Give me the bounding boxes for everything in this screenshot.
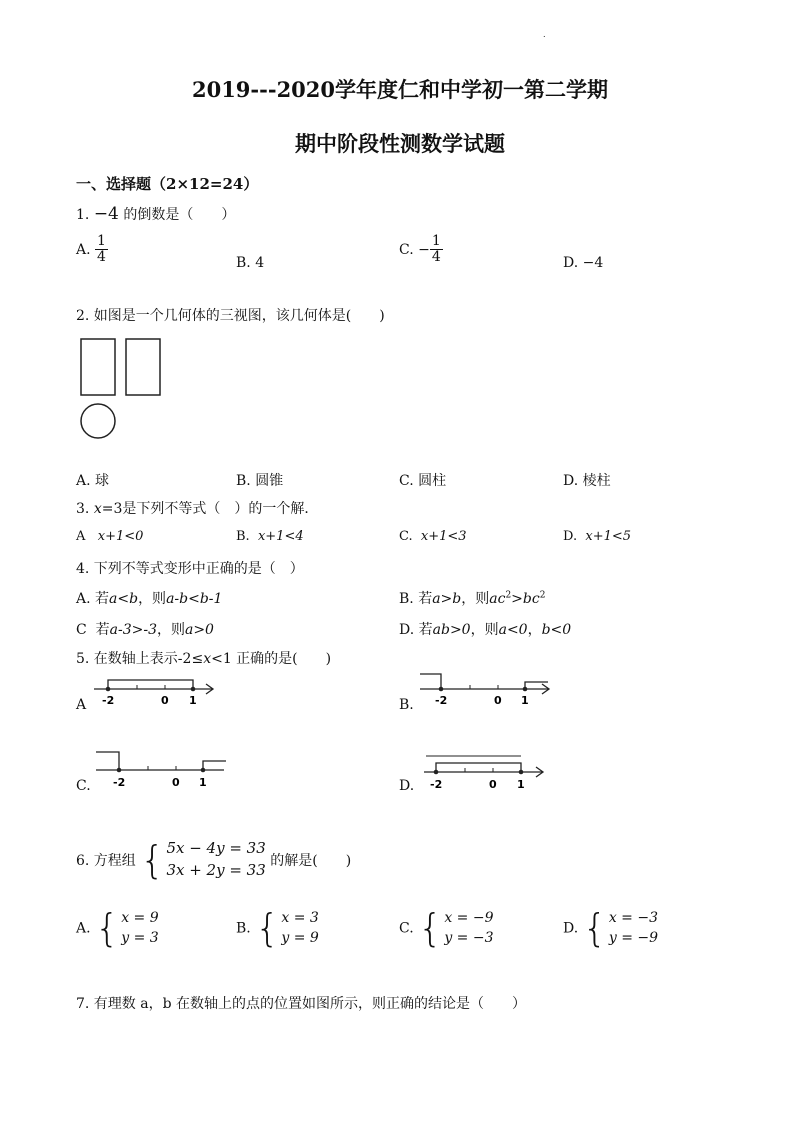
option-label: B. [236,529,250,544]
solution-x: x = −3 [608,910,658,926]
closed-point [106,687,111,692]
number-line-d[interactable] [418,750,548,792]
option-label: B. [236,920,251,937]
left-ray [96,752,119,770]
q3-option-b[interactable] [236,529,304,544]
question-3 [76,498,318,518]
option-label: B. [236,473,251,489]
option-label: B. [399,591,414,607]
front-view-rect [81,339,115,395]
q2-option-a[interactable] [76,470,109,490]
option-label: D. [563,920,579,937]
option-label: C. [399,920,414,937]
q6-option-b[interactable] [236,908,319,949]
question-6 [76,838,351,882]
closed-point [191,687,196,692]
q5-option-b-label[interactable]: B. [399,697,414,713]
question-number: 1. [76,207,90,223]
top-view-circle [81,404,115,438]
closed-point [439,687,444,692]
variable: x [93,501,102,517]
q1-option-d[interactable] [563,255,603,271]
option-value: x+1<3 [420,529,467,544]
math-expression: −4 [93,204,119,224]
number-line-b[interactable] [414,668,554,708]
option-label: C [76,622,87,638]
right-ray [203,761,226,770]
tick-label: 1 [521,694,529,707]
option-label: C. [399,473,414,489]
separator: ， [527,622,542,638]
tick-label: 1 [199,776,207,789]
result: ac [489,591,506,607]
solution-x: x = −9 [444,910,494,926]
closed-point [523,687,528,692]
numerator: 1 [431,233,441,249]
equation-2: 3x + 2y = 33 [166,860,266,879]
q4-option-b[interactable] [399,588,545,608]
solution-y: y = −3 [444,930,494,947]
left-brace: { [95,906,120,951]
variable: x [203,651,212,667]
equation-system [140,838,266,882]
option-label: A. [76,920,91,937]
condition: ab>0 [432,622,471,638]
option-label: D. [563,473,579,489]
q3-option-c[interactable] [399,529,467,544]
solution-system [418,908,493,949]
option-label: D. [563,255,579,271]
question-text: =3是下列不等式（ ）的一个解． [101,501,319,517]
left-brace: { [582,906,607,951]
option-value: 圆柱 [418,473,447,489]
tick-label: 0 [494,694,502,707]
closed-point [117,768,122,773]
closed-point [201,768,206,773]
question-text: <1 正确的是( ) [211,651,332,667]
q2-option-d[interactable] [563,470,611,490]
question-4: 4. 下列不等式变形中正确的是（ ） [76,561,304,577]
exponent: 2 [539,590,546,601]
tick-label: -2 [435,694,448,707]
q1-option-a[interactable] [76,234,108,266]
solution-y: y = −9 [608,930,659,947]
left-brace: { [255,906,280,951]
condition: a<b [109,591,139,607]
section-heading: 一、选择题（2×12=24） [76,175,259,193]
tick-label: -2 [430,778,443,791]
solution-x: x = 3 [281,910,319,926]
tick-label: -2 [102,694,115,707]
solution-y: y = 3 [121,930,159,947]
q1-option-c[interactable] [399,234,443,266]
q3-option-d[interactable] [563,529,631,544]
option-label: A. [76,241,91,258]
option-label: A. [76,591,91,607]
question-number: 3. [76,501,90,517]
closed-point [434,770,439,775]
closed-point [519,770,524,775]
tick-label: 0 [161,694,169,707]
option-label: C. [399,241,414,258]
denominator: 4 [431,249,441,266]
exam-title: 2019---2020学年度仁和中学初一第二学期 [191,77,609,102]
question-5 [76,648,331,668]
q5-option-a-label[interactable]: A [76,697,87,713]
q4-option-d[interactable] [399,619,571,639]
result: >bc [511,591,540,607]
option-label: A. [76,473,91,489]
q5-option-c-label[interactable]: C. [76,778,91,794]
option-label: D. [399,622,415,638]
question-1 [76,204,235,224]
result: a-b<b-1 [166,591,223,607]
solution-y: y = 9 [281,930,319,947]
denominator: 4 [97,249,106,266]
solution-system [95,908,159,949]
option-label: C. [399,529,413,544]
solution-system [583,908,658,949]
tick-label: 1 [189,694,197,707]
q6-option-c[interactable] [399,908,494,949]
number-line-c[interactable] [90,746,230,790]
tick-label: 0 [172,776,180,789]
option-text: 若 [95,591,110,607]
option-text: 若 [418,591,433,607]
page-dot: . [543,30,546,39]
tick-label: -2 [113,776,126,789]
option-value: 棱柱 [582,473,611,489]
q2-option-c[interactable] [399,470,446,490]
option-text: 若 [95,622,110,638]
number-line-a[interactable] [88,668,220,708]
result: a<0 [498,622,528,638]
q4-option-a[interactable] [76,588,222,608]
side-view-rect [126,339,160,395]
option-label: A [76,529,86,544]
three-view-figure [78,336,168,446]
exponent: 2 [505,590,512,601]
option-value: −4 [582,255,604,271]
fraction [430,234,443,266]
question-text: 的倒数是（ ） [123,207,236,223]
tick-label: 1 [517,778,525,791]
question-text: 5. 在数轴上表示-2≤ [76,651,204,667]
option-text: ，则 [156,622,185,638]
option-value: x+1<0 [97,529,144,544]
q6-option-a[interactable] [76,908,159,949]
option-text: 若 [418,622,433,638]
solution-system [255,908,319,949]
result: b<0 [541,622,572,638]
tick-label: 0 [489,778,497,791]
q6-option-d[interactable] [563,908,658,949]
solution-x: x = 9 [121,910,159,926]
option-value: x+1<4 [257,529,304,544]
question-2: 2. 如图是一个几何体的三视图，该几何体是( ) [76,308,385,324]
question-text: 的解是( ) [270,852,352,869]
q2-option-b[interactable] [236,470,283,490]
condition: a>b [432,591,462,607]
condition: a-3>-3 [109,622,157,638]
question-text: 6. 方程组 [76,852,136,869]
minus-sign: − [418,241,430,258]
option-value: 圆锥 [255,473,284,489]
q5-option-d-label[interactable]: D. [399,778,415,794]
q1-option-b[interactable] [236,255,264,271]
exam-subtitle: 期中阶段性测数学试题 [295,131,505,156]
q4-option-c[interactable] [76,619,214,639]
option-text: ，则 [461,591,490,607]
solution-bracket [436,763,521,772]
option-value: x+1<5 [585,529,632,544]
option-text: ，则 [470,622,499,638]
fraction [95,234,108,266]
solution-bracket [108,680,193,689]
left-brace: { [140,837,165,882]
option-label: D. [563,529,578,544]
left-ray [420,674,441,689]
q3-option-a[interactable] [76,529,143,544]
numerator: 1 [97,233,106,249]
left-brace: { [418,906,443,951]
option-label: B. [236,255,251,271]
question-7: 7. 有理数 a，b 在数轴上的点的位置如图所示，则正确的结论是（ ） [76,996,527,1012]
equation-1: 5x − 4y = 33 [166,839,266,857]
result: a>0 [184,622,214,638]
option-text: ，则 [138,591,167,607]
option-value: 球 [95,473,110,489]
option-value: 4 [255,255,265,271]
